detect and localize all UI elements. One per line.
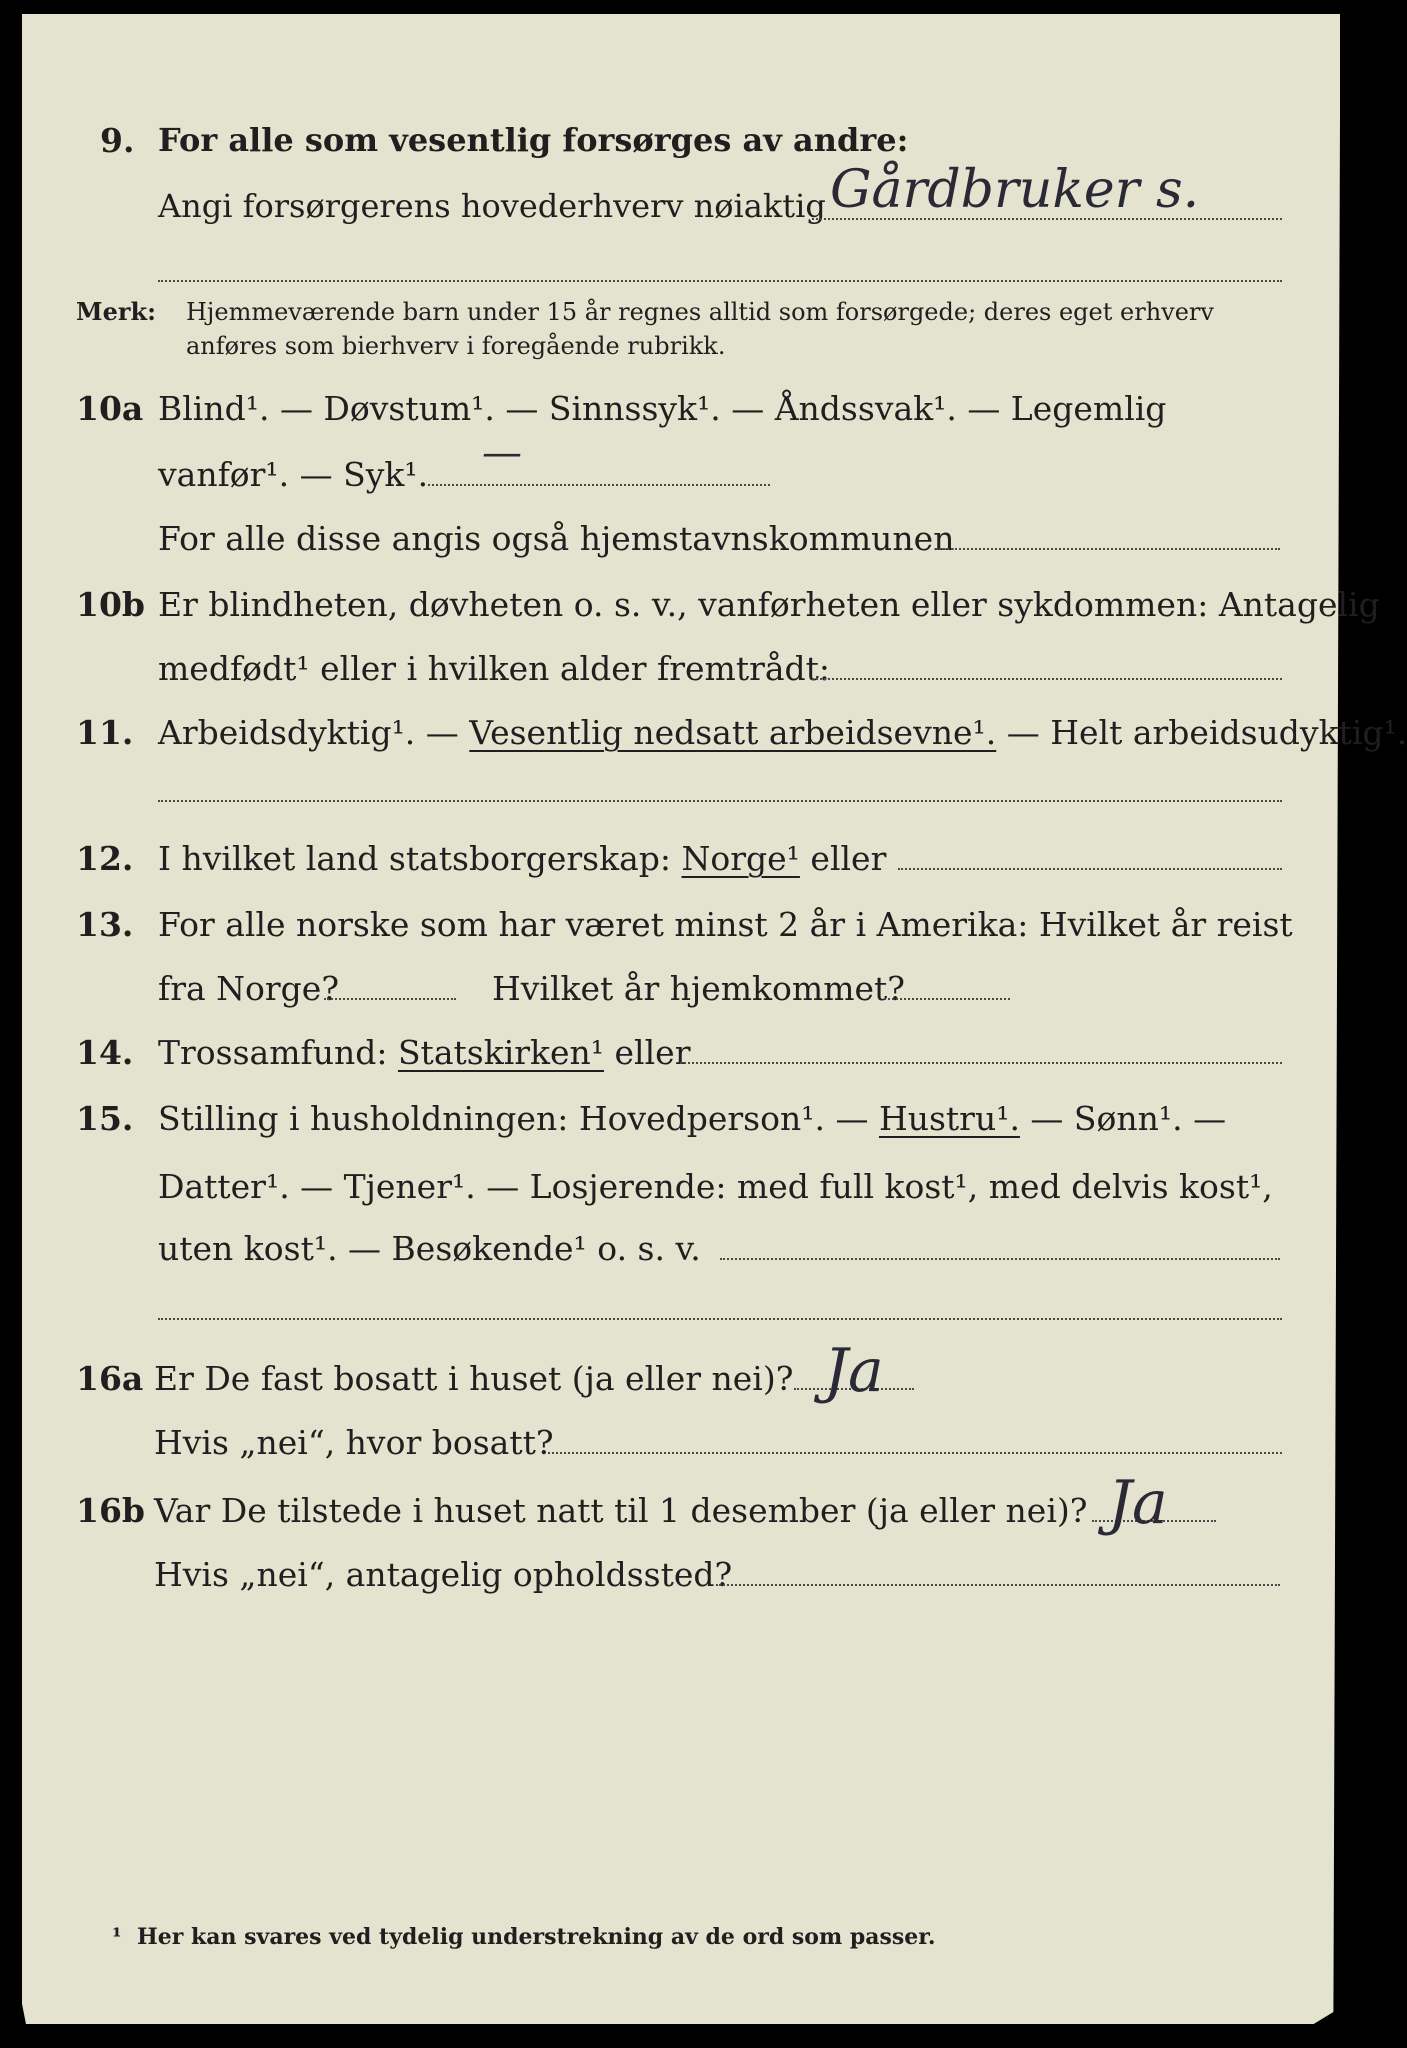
- q9-line2: Angi forsørgerens hovederhverv nøiaktig: [158, 187, 826, 225]
- q10a-answer-line: [428, 484, 770, 486]
- q15-answer-line: [720, 1258, 1280, 1260]
- q13-return-line: [884, 998, 1010, 1000]
- q10a-municipality-line: [936, 548, 1280, 550]
- q15-line1: [158, 1099, 1227, 1138]
- q9-number: 9.: [100, 121, 135, 160]
- q16a-number: 16a: [76, 1359, 144, 1398]
- merk-label: Merk:: [76, 297, 156, 326]
- q16b-line2: Hvis „nei“, antagelig opholdssted?: [154, 1555, 733, 1594]
- q15-wife-underlined: Hustru¹.: [878, 1099, 1020, 1138]
- q10a-number: 10a: [76, 389, 144, 428]
- q16a-handwritten-answer: Ja: [824, 1336, 884, 1406]
- q11-option-able: Arbeidsdyktig¹. —: [158, 713, 470, 752]
- q16b-line1: Var De tilstede i huset natt til 1 desember (ja eller nei)?: [154, 1491, 1088, 1530]
- q14-text: [158, 1033, 691, 1072]
- q10a-line2: vanfør¹. — Syk¹.: [158, 455, 429, 494]
- q15-line1-suffix: — Sønn¹. —: [1019, 1099, 1227, 1138]
- q10a-line3: For alle disse angis også hjemstavnskommunen: [158, 519, 955, 558]
- q10b-line2: medfødt¹ eller i hvilken alder fremtrådt:: [158, 649, 831, 688]
- q16b-number: 16b: [76, 1491, 145, 1530]
- q13-number: 13.: [76, 905, 134, 944]
- q16a-residence-line: [548, 1452, 1282, 1454]
- q15-number: 15.: [76, 1099, 134, 1138]
- q16b-handwritten-answer: Ja: [1108, 1468, 1168, 1538]
- q15-line2: Datter¹. — Tjener¹. — Losjerende: med full kost¹, med delvis kost¹,: [158, 1167, 1273, 1206]
- footnote-text: Her kan svares ved tydelig understrekning av de ord som passer.: [136, 1924, 936, 1950]
- q9-handwritten-answer: Gårdbruker s.: [830, 160, 1200, 220]
- q9-extra-line: [158, 280, 1282, 282]
- q11-extra-line: [158, 800, 1282, 802]
- q14-suffix: eller: [604, 1033, 691, 1072]
- merk-line2: anføres som bierhverv i foregående rubrikk.: [186, 332, 726, 360]
- q10b-answer-line: [812, 678, 1282, 680]
- q13-departure-line: [324, 998, 456, 1000]
- q10b-line1: Er blindheten, døvheten o. s. v., vanførheten eller sykdommen: Antagelig: [158, 585, 1380, 624]
- footnote-mark: ¹: [112, 1924, 122, 1950]
- q16a-line1: Er De fast bosatt i huset (ja eller nei)?: [154, 1359, 794, 1398]
- q14-number: 14.: [76, 1033, 134, 1072]
- q13-line1: For alle norske som har været minst 2 år i Amerika: Hvilket år reist: [158, 905, 1293, 944]
- q14-state-church-underlined: Statskirken¹: [397, 1033, 605, 1072]
- q16b-residence-line: [716, 1584, 1280, 1586]
- q13-line2a: fra Norge?: [158, 969, 340, 1008]
- q14-prefix: Trossamfund:: [158, 1033, 398, 1072]
- merk-line1: Hjemmeværende barn under 15 år regnes alltid som forsørgede; deres eget erhverv: [186, 298, 1214, 326]
- q15-line1-prefix: Stilling i husholdningen: Hovedperson¹. —: [158, 1099, 879, 1138]
- q11-number: 11.: [76, 713, 134, 752]
- q12-number: 12.: [76, 839, 134, 878]
- q11-text: [158, 713, 1407, 752]
- q14-answer-line: [680, 1062, 1282, 1064]
- q12-text: [158, 839, 887, 878]
- q10a-line1: Blind¹. — Døvstum¹. — Sinnssyk¹. — Åndssvak¹. — Legemlig: [158, 389, 1167, 428]
- q12-prefix: I hvilket land statsborgerskap:: [158, 839, 682, 878]
- q15-line3: uten kost¹. — Besøkende¹ o. s. v.: [158, 1229, 701, 1268]
- q10b-number: 10b: [76, 585, 145, 624]
- q9-line1: For alle som vesentlig forsørges av andre:: [158, 121, 909, 159]
- q12-norway-underlined: Norge¹: [681, 839, 800, 878]
- q11-option-reduced-underlined: Vesentlig nedsatt arbeidsevne¹.: [469, 713, 997, 752]
- q12-suffix: eller: [799, 839, 887, 878]
- q11-option-unable: — Helt arbeidsudyktig¹.: [996, 713, 1407, 752]
- q16a-line2: Hvis „nei“, hvor bosatt?: [154, 1423, 554, 1462]
- q10a-handwritten-answer: —: [482, 430, 522, 476]
- q15-extra-line: [158, 1318, 1282, 1320]
- footnote: [112, 1924, 936, 1950]
- q13-line2b: Hvilket år hjemkommet?: [492, 969, 905, 1008]
- q12-answer-line: [898, 868, 1282, 870]
